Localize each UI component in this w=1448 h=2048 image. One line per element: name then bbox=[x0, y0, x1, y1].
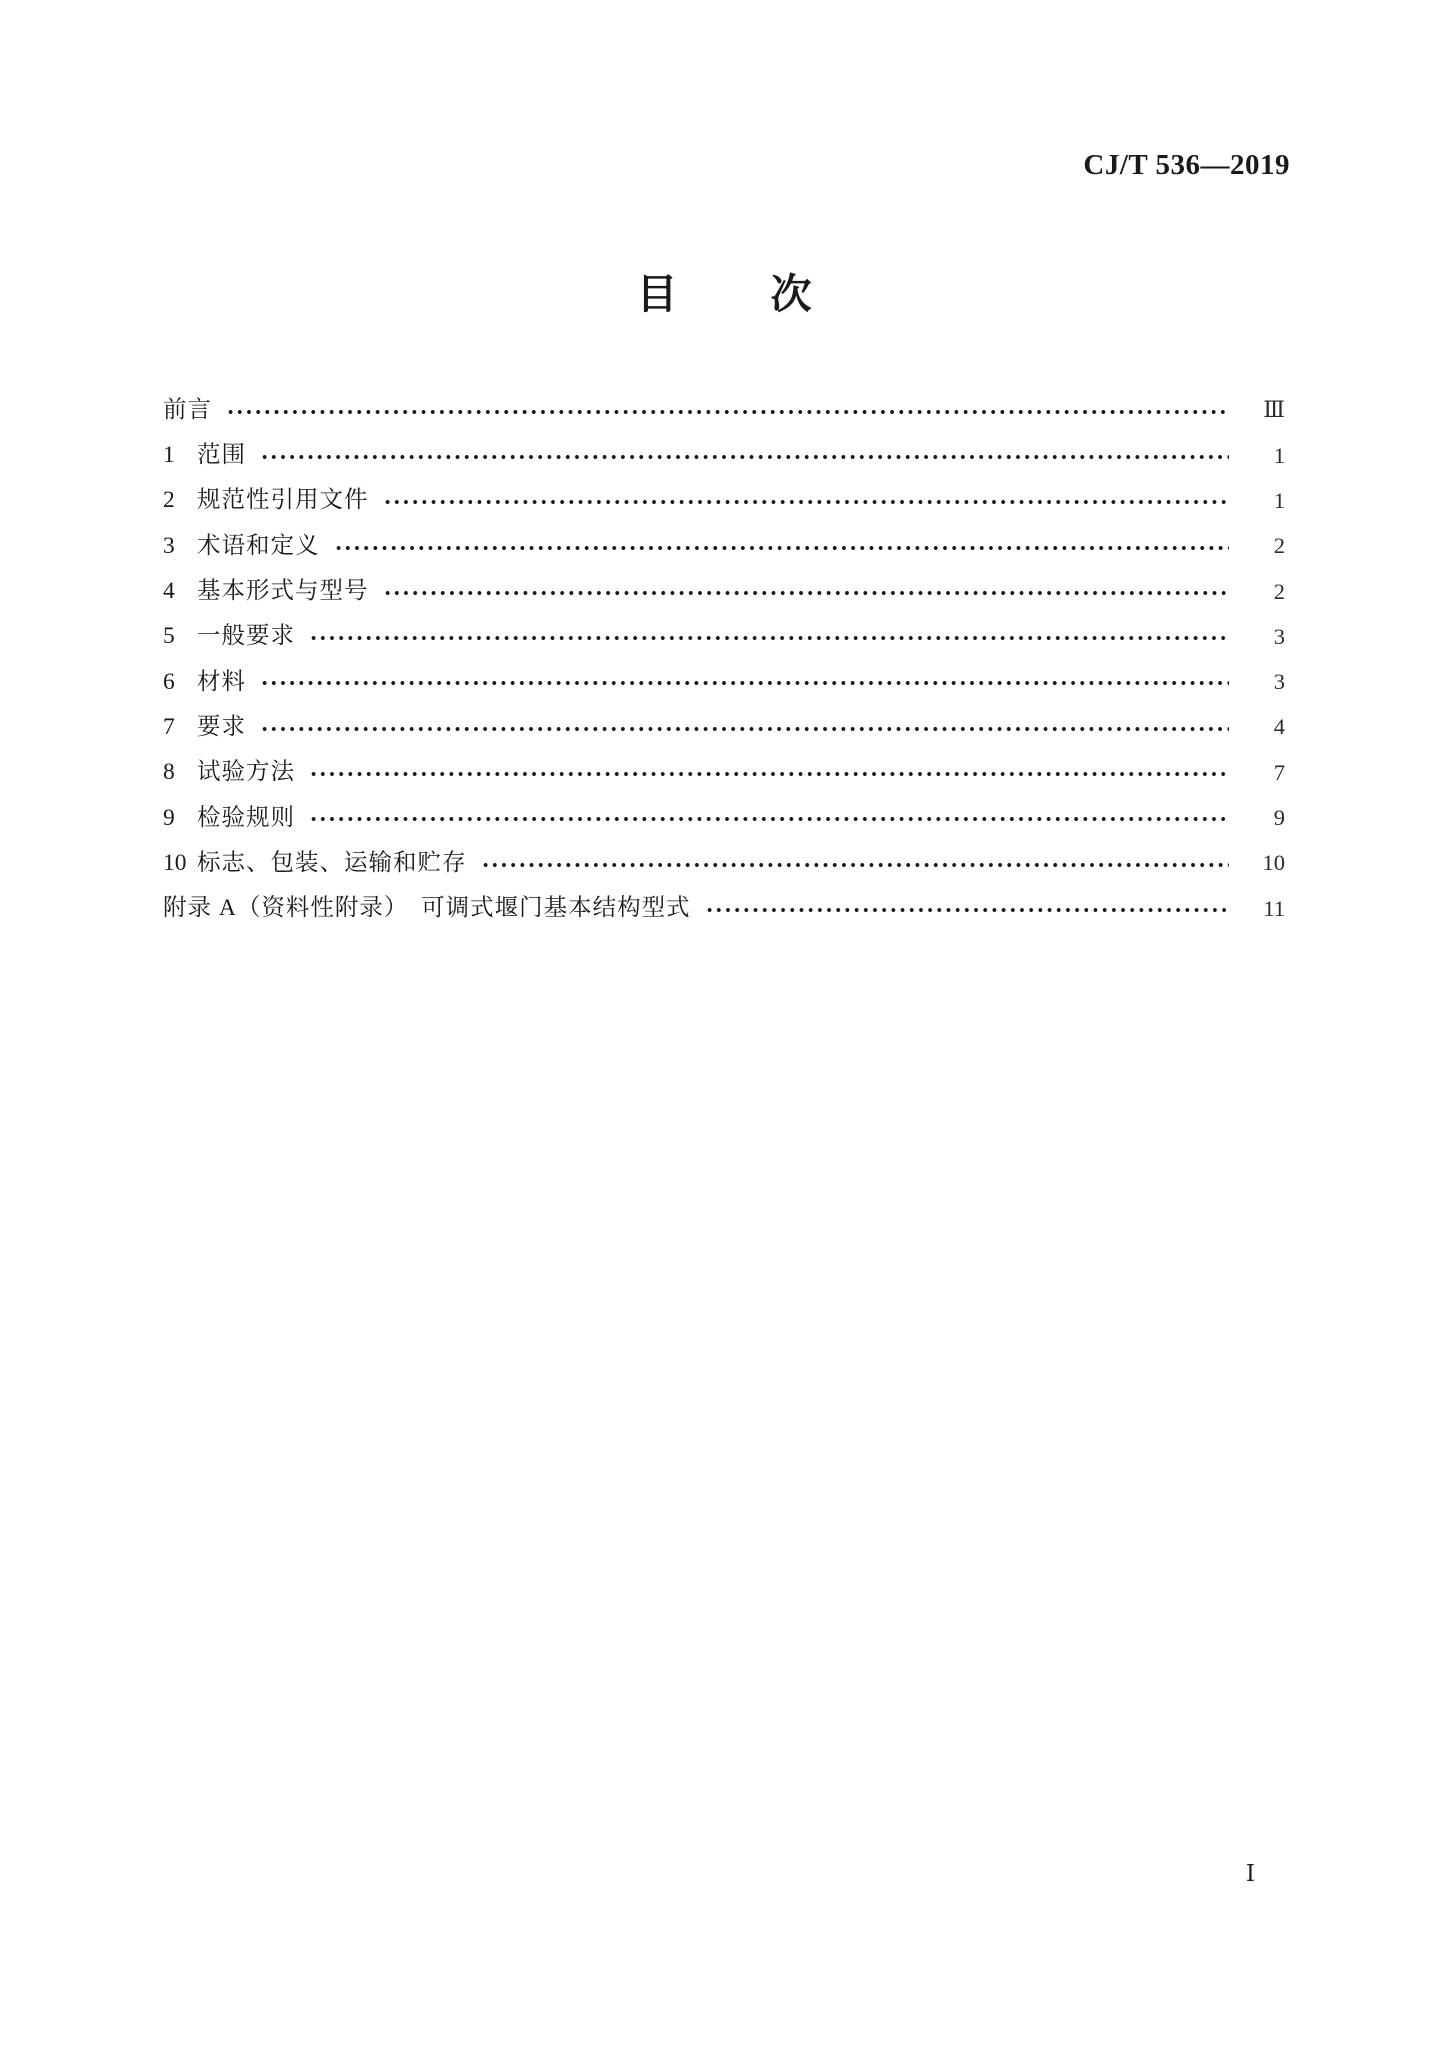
dot-leader bbox=[309, 808, 1229, 830]
toc-entry-page: 1 bbox=[1273, 442, 1285, 468]
toc-entry-number: 7 bbox=[163, 713, 175, 740]
toc-entry bbox=[163, 388, 1285, 433]
page-folio-number: Ⅰ bbox=[1245, 1861, 1255, 1886]
toc-entry bbox=[163, 479, 1285, 524]
toc-entry-number: 10 bbox=[163, 849, 187, 876]
dot-leader bbox=[260, 718, 1229, 740]
toc-entry-page: 11 bbox=[1263, 895, 1285, 921]
toc-entry-number: 5 bbox=[163, 623, 175, 650]
toc-entry-number: 3 bbox=[163, 532, 175, 559]
toc-entry-page: 7 bbox=[1273, 759, 1285, 785]
dot-leader bbox=[309, 627, 1229, 649]
toc-entry-page: Ⅲ bbox=[1263, 397, 1285, 423]
standard-code: CJ/T 536—2019 bbox=[1083, 149, 1290, 181]
toc-entry-page: 2 bbox=[1273, 578, 1285, 604]
toc-entry-number: 8 bbox=[163, 759, 175, 786]
toc-entry-number: 9 bbox=[163, 804, 175, 831]
dot-leader bbox=[705, 899, 1229, 921]
toc-entry-page: 9 bbox=[1273, 805, 1285, 831]
toc-entry-title: 一般要求 bbox=[197, 623, 295, 650]
toc-entry bbox=[163, 524, 1285, 569]
dot-leader bbox=[481, 854, 1230, 876]
toc-entry bbox=[163, 660, 1285, 705]
dot-leader bbox=[383, 491, 1230, 513]
toc-entry bbox=[163, 705, 1285, 750]
toc-entry-title: 检验规则 bbox=[197, 804, 295, 831]
dot-leader bbox=[226, 401, 1229, 423]
toc-entry bbox=[163, 614, 1285, 659]
dot-leader bbox=[260, 446, 1229, 468]
toc-entry-page: 1 bbox=[1273, 487, 1285, 513]
toc-entry bbox=[163, 886, 1285, 931]
toc-entry-page: 10 bbox=[1262, 850, 1285, 876]
toc-entry-title: 规范性引用文件 bbox=[197, 487, 369, 514]
toc-entry bbox=[163, 569, 1285, 614]
toc-entry bbox=[163, 796, 1285, 841]
toc-entry-number: 1 bbox=[163, 442, 175, 469]
page-title: 目 次 bbox=[636, 271, 838, 317]
toc-entry bbox=[163, 433, 1285, 478]
toc-entry-number: 6 bbox=[163, 668, 175, 695]
dot-leader bbox=[260, 672, 1229, 694]
toc-list bbox=[163, 388, 1285, 932]
toc-entry-title: 附录 A（资料性附录） 可调式堰门基本结构型式 bbox=[163, 895, 691, 922]
dot-leader bbox=[383, 582, 1230, 604]
toc-entry-number: 2 bbox=[163, 487, 175, 514]
toc-entry-page: 4 bbox=[1273, 714, 1285, 740]
toc-entry-title: 试验方法 bbox=[197, 759, 295, 786]
toc-entry-title: 标志、包装、运输和贮存 bbox=[197, 849, 467, 876]
toc-entry-page: 2 bbox=[1273, 533, 1285, 559]
toc-entry-page: 3 bbox=[1273, 623, 1285, 649]
toc-entry bbox=[163, 750, 1285, 795]
dot-leader bbox=[334, 537, 1230, 559]
dot-leader bbox=[309, 763, 1229, 785]
toc-entry-title: 材料 bbox=[197, 668, 246, 695]
toc-entry-page: 3 bbox=[1273, 669, 1285, 695]
toc-entry-number: 4 bbox=[163, 578, 175, 605]
toc-entry-title: 基本形式与型号 bbox=[197, 578, 369, 605]
toc-entry-title: 范围 bbox=[197, 442, 246, 469]
toc-entry-title: 前言 bbox=[163, 396, 212, 423]
toc-entry bbox=[163, 841, 1285, 886]
toc-entry-title: 术语和定义 bbox=[197, 532, 320, 559]
toc-entry-title: 要求 bbox=[197, 713, 246, 740]
